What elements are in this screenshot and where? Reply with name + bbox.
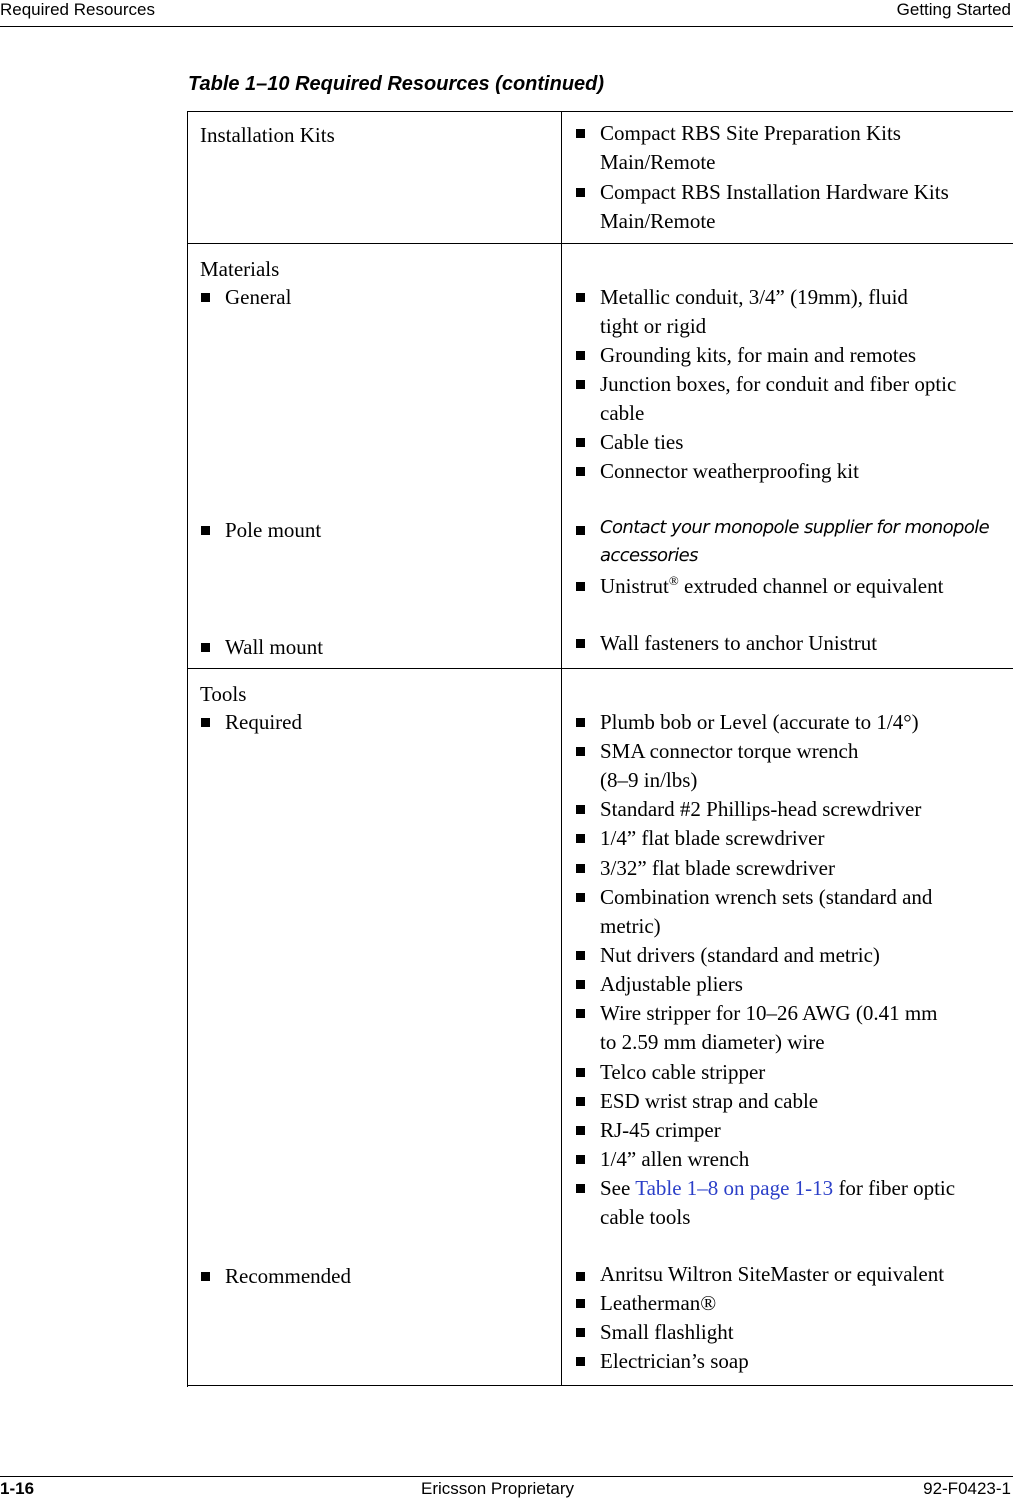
bullet xyxy=(576,747,585,756)
list-item: 1/4” allen wrench xyxy=(600,1147,750,1171)
list-item: 3/32” flat blade screwdriver xyxy=(600,856,835,880)
list-item-continuation: metric) xyxy=(600,914,661,938)
list-item: Nut drivers (standard and metric) xyxy=(600,943,880,967)
bullet xyxy=(576,805,585,814)
list-item: Telco cable stripper xyxy=(600,1060,766,1084)
list-item: Junction boxes, for conduit and fiber optic xyxy=(600,372,957,396)
bullet xyxy=(576,1126,585,1135)
list-item xyxy=(600,1174,955,1203)
list-item-continuation: Main/Remote xyxy=(600,150,716,174)
see-text: See xyxy=(600,1176,636,1200)
list-item: 1/4” flat blade screwdriver xyxy=(600,826,825,850)
list-item: Cable ties xyxy=(600,430,684,454)
bullet xyxy=(576,1357,585,1366)
list-item: SMA connector torque wrench xyxy=(600,739,859,763)
bullet xyxy=(576,718,585,727)
bullet xyxy=(576,380,585,389)
row-label-tools: Tools xyxy=(200,682,247,706)
row-label-materials: Materials xyxy=(200,257,280,281)
bullet xyxy=(576,1328,585,1337)
list-item-continuation: tight or rigid xyxy=(600,314,707,338)
bullet xyxy=(576,293,585,302)
running-header-right: Getting Started xyxy=(896,0,1011,19)
bullet xyxy=(576,582,585,591)
list-item: Compact RBS Installation Hardware Kits xyxy=(600,180,949,204)
bullet xyxy=(576,951,585,960)
list-item: Anritsu Wiltron SiteMaster or equivalent xyxy=(600,1262,945,1286)
header-rule xyxy=(0,26,1013,27)
bullet xyxy=(576,526,585,535)
column-divider xyxy=(561,111,562,1386)
bullet xyxy=(201,526,210,535)
list-item-continuation: cable xyxy=(600,401,645,425)
bullet xyxy=(576,351,585,360)
list-item: Adjustable pliers xyxy=(600,972,743,996)
sublabel-pole-mount: Pole mount xyxy=(225,518,322,542)
bullet xyxy=(576,1299,585,1308)
list-item: Grounding kits, for main and remotes xyxy=(600,343,917,367)
bullet xyxy=(576,893,585,902)
list-item: Standard #2 Phillips-head screwdriver xyxy=(600,797,922,821)
bullet xyxy=(576,467,585,476)
list-item: Plumb bob or Level (accurate to 1/4°) xyxy=(600,710,919,734)
unistrut-text-rest: extruded channel or equivalent xyxy=(678,574,944,598)
list-item: Wire stripper for 10–26 AWG (0.41 mm xyxy=(600,1001,938,1025)
page-number: 1-16 xyxy=(0,1479,35,1498)
bullet xyxy=(576,639,585,648)
table-bottom-border xyxy=(187,1385,1013,1386)
see-text-rest: for fiber optic xyxy=(833,1176,956,1200)
list-item-continuation: (8–9 in/lbs) xyxy=(600,768,698,792)
list-item-continuation: accessories xyxy=(600,545,698,566)
list-item: Leatherman® xyxy=(600,1291,717,1315)
bullet xyxy=(576,438,585,447)
row-label-installation-kits: Installation Kits xyxy=(200,123,335,147)
sublabel-required: Required xyxy=(225,710,302,734)
bullet xyxy=(201,718,210,727)
bullet xyxy=(576,1097,585,1106)
bullet xyxy=(201,643,210,652)
bullet xyxy=(576,1155,585,1164)
sublabel-general: General xyxy=(225,285,292,309)
bullet xyxy=(576,1068,585,1077)
sublabel-wall-mount: Wall mount xyxy=(225,635,324,659)
row-divider xyxy=(187,668,1013,669)
bullet xyxy=(576,1009,585,1018)
unistrut-text: Unistrut xyxy=(600,574,669,598)
list-item xyxy=(600,572,943,601)
bullet xyxy=(201,1272,210,1281)
list-item: RJ-45 crimper xyxy=(600,1118,721,1142)
list-item: Combination wrench sets (standard and xyxy=(600,885,933,909)
cross-reference-link[interactable]: Table 1–8 on page 1-13 xyxy=(635,1176,834,1200)
table-caption: Table 1–10 Required Resources (continued) xyxy=(188,73,605,95)
bullet xyxy=(201,293,210,302)
bullet xyxy=(576,188,585,197)
list-item: ESD wrist strap and cable xyxy=(600,1089,819,1113)
document-number: 92-F0423-1 xyxy=(923,1479,1011,1498)
list-item-continuation: Main/Remote xyxy=(600,209,716,233)
list-item-continuation: cable tools xyxy=(600,1205,691,1229)
row-divider xyxy=(187,243,1013,244)
list-item: Small flashlight xyxy=(600,1320,734,1344)
list-item: Connector weatherproofing kit xyxy=(600,459,859,483)
bullet xyxy=(576,1272,585,1281)
bullet xyxy=(576,1184,585,1193)
running-header-left: Required Resources xyxy=(0,0,155,19)
bullet xyxy=(576,980,585,989)
bullet xyxy=(576,834,585,843)
list-item: Compact RBS Site Preparation Kits xyxy=(600,121,901,145)
list-item: Contact your monopole supplier for monopole xyxy=(600,517,990,538)
footer-rule xyxy=(0,1476,1013,1477)
registered-mark: ® xyxy=(668,573,679,588)
list-item: Metallic conduit, 3/4” (19mm), fluid xyxy=(600,285,908,309)
list-item: Wall fasteners to anchor Unistrut xyxy=(600,631,878,655)
sublabel-recommended: Recommended xyxy=(225,1264,351,1288)
footer-center: Ericsson Proprietary xyxy=(421,1479,575,1498)
list-item: Electrician’s soap xyxy=(600,1349,749,1373)
bullet xyxy=(576,129,585,138)
bullet xyxy=(576,864,585,873)
list-item-continuation: to 2.59 mm diameter) wire xyxy=(600,1030,825,1054)
